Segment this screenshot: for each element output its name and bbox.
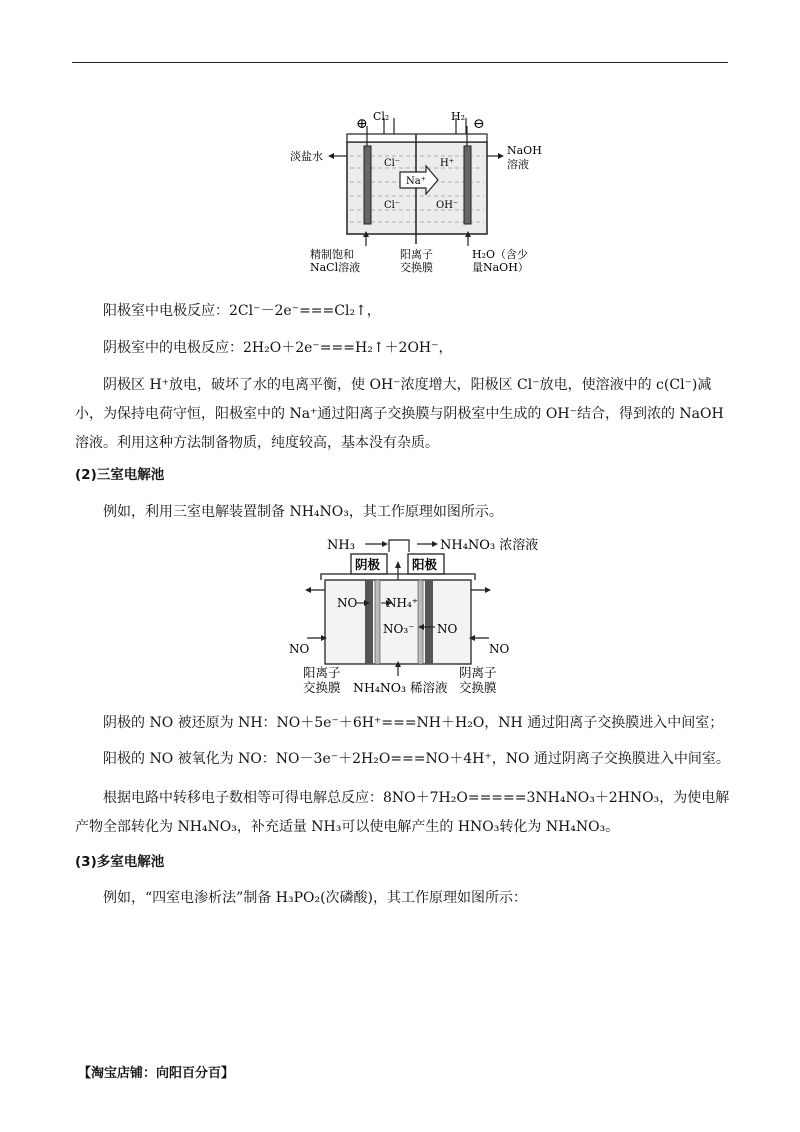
header-rule [72,62,728,63]
cation-membrane-label-1: 阳离子 [303,665,341,680]
no-cathode-label: NO [337,596,358,610]
outlet-right-label-1: NaOH [507,144,542,157]
heading-multi-chamber: (3)多室电解池 [75,854,165,870]
example-multi-chamber: 例如，“四室电渗析法”制备 H₃PO₂(次磷酸)，其工作原理如图所示： [103,890,528,906]
cl2-label: Cl₂ [373,110,390,123]
inlet-right-label-2: 量NaOH） [472,261,529,274]
no-inlet-right: NO [489,642,510,656]
no-inlet-left: NO [289,642,310,656]
nh4-ion-label: NH₄⁺ [386,596,419,610]
explanation-paragraph: 阴极区 H⁺放电，破坏了水的电离平衡，使 OH⁻浓度增大，阳极区 Cl⁻放电，使溶液中的 c(Cl⁻)减小，为保持电荷守恒，阳极室中的 Na⁺通过阳离子交换膜与阴极室中生成的 OH⁻结合，得到浓的 NaOH 溶液。利用这种方法制备物质，纯度较高，基本没有杂质。 [75,377,724,451]
ion-na: Na⁺ [406,176,426,187]
anode-sign: ⊕ [356,116,368,132]
three-chamber-cell-diagram [285,530,575,700]
anion-membrane-label-2: 交换膜 [459,680,497,695]
inlet-left-label-2: NaCl溶液 [310,261,361,274]
cathode-reduction-line: 阴极的 NO 被还原为 NH：NO＋5e⁻＋6H⁺===NH＋H₂O，NH 通过阳离子交换膜进入中间室； [103,715,724,731]
membrane-label-1: 阳离子 [400,248,433,261]
membrane-label-2: 交换膜 [400,261,433,274]
ion-oh: OH⁻ [436,200,459,211]
example-three-chamber: 例如，利用三室电解装置制备 NH₄NO₃，其工作原理如图所示。 [103,504,503,520]
dilute-solution-label: NH₄NO₃ 稀溶液 [353,680,448,695]
no-anode-label: NO [437,622,458,636]
product-label: NH₄NO₃ 浓溶液 [440,538,539,553]
ion-cl-top: Cl⁻ [384,158,401,169]
shop-footer: 【淘宝店铺：向阳百分百】 [78,1066,235,1081]
cathode-reaction: 阴极室中的电极反应：2H₂O＋2e⁻===H₂↑＋2OH⁻， [103,340,453,356]
cathode-label: 阴极 [355,557,381,572]
inlet-right-label-1: H₂O（含少 [472,248,529,261]
outlet-left-label: 淡盐水 [290,150,323,163]
heading-three-chamber: (2)三室电解池 [75,467,165,483]
no3-ion-label: NO₃⁻ [383,622,415,636]
anode-label: 阳极 [412,557,438,572]
total-reaction-paragraph: 根据电路中转移电子数相等可得电解总反应：8NO＋7H₂O=====3NH₄NO₃＋2HNO₃，为使电解产物全部转化为 NH₄NO₃，补充适量 NH₃可以使电解产生的 HNO₃转化为 NH₄NO₃。 [75,790,730,835]
cation-membrane-label-2: 交换膜 [303,680,341,695]
outlet-right-label-2: 溶液 [507,158,529,171]
anion-membrane-label-1: 阴离子 [459,665,497,680]
anode-reaction: 阳极室中电极反应：2Cl⁻－2e⁻===Cl₂↑， [103,303,381,319]
anode-oxidation-line: 阳极的 NO 被氧化为 NO：NO－3e⁻＋2H₂O===NO＋4H⁺，NO 通过阴离子交换膜进入中间室。 [103,751,730,767]
inlet-left-label-1: 精制饱和 [310,248,354,261]
chlor-alkali-cell-diagram [290,104,545,274]
h2-label: H₂ [451,110,466,123]
nh3-label: NH₃ [327,538,355,553]
ion-cl-bottom: Cl⁻ [384,200,401,211]
ion-h: H⁺ [440,158,454,169]
cathode-sign: ⊖ [473,116,485,132]
